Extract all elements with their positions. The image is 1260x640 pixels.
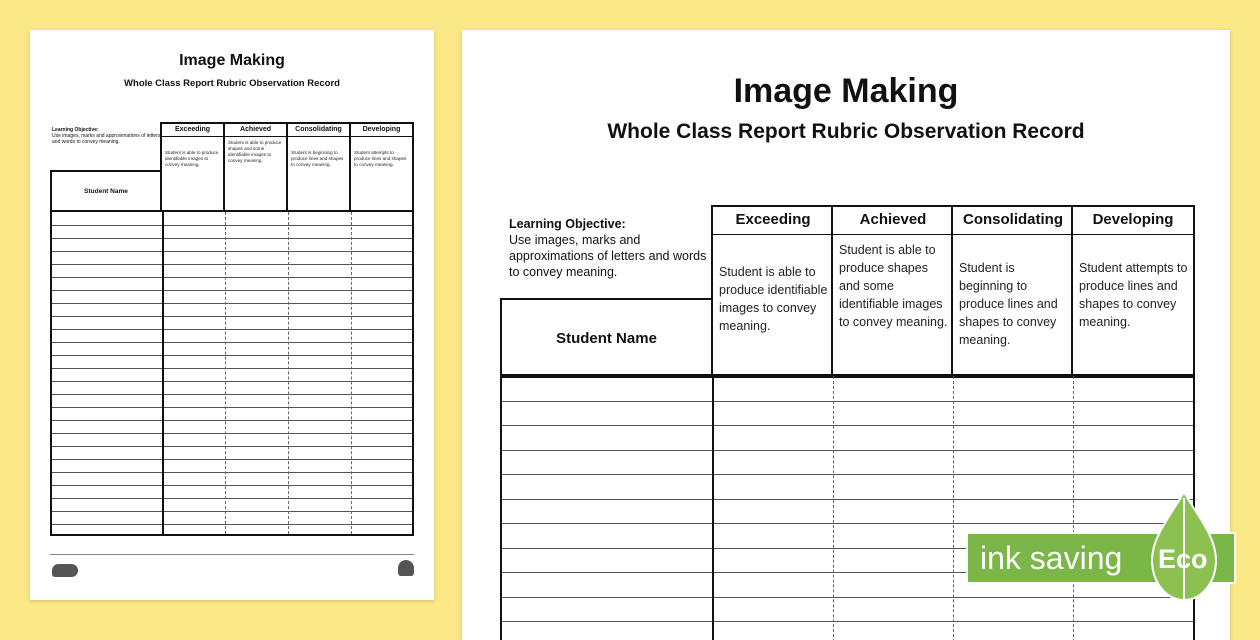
grid-column-line	[351, 212, 352, 534]
thumb-column-consolidating	[286, 122, 351, 212]
column-label: Achieved	[833, 207, 953, 235]
grid-row-line	[502, 474, 1193, 475]
grid-row-line	[52, 511, 412, 512]
thumb-subtitle: Whole Class Report Rubric Observation Record	[124, 78, 340, 89]
thumb-column-desc: Student is able to produce shapes and some identifiable images to convey meaning.	[228, 140, 282, 163]
column-label: Exceeding	[713, 207, 833, 235]
grid-row-line	[52, 446, 412, 447]
grid-row-line	[52, 472, 412, 473]
grid-row-line	[52, 329, 412, 330]
eco-badge	[966, 488, 1246, 608]
column-label: Developing	[1073, 207, 1193, 235]
grid-row-line	[52, 498, 412, 499]
objective-text: Use images, marks and approximations of letters and words to convey meaning.	[509, 233, 707, 279]
thumb-student-name-header: Student Name	[50, 170, 162, 212]
grid-row-line	[52, 264, 412, 265]
grid-row-line	[502, 401, 1193, 402]
page-subtitle: Whole Class Report Rubric Observation Record	[607, 120, 1085, 143]
thumb-objective-heading: Learning Objective:	[52, 127, 99, 133]
thumbnail-page[interactable]	[30, 30, 434, 600]
column-achieved	[831, 205, 955, 378]
thumb-title: Image Making	[179, 52, 285, 69]
grid-column-line	[833, 376, 834, 640]
column-desc: Student is able to produce shapes and some identifiable images to convey meaning.	[839, 243, 948, 329]
thumb-column-developing	[349, 122, 414, 212]
grid-row-line	[52, 355, 412, 356]
thumb-footer-rule	[50, 554, 414, 555]
student-name-header: Student Name	[500, 298, 713, 378]
grid-row-line	[52, 433, 412, 434]
thumb-column-label: Consolidating	[288, 124, 349, 137]
grid-row-line	[52, 485, 412, 486]
thumb-column-label: Exceeding	[162, 124, 223, 137]
grid-row-line	[52, 368, 412, 369]
grid-row-line	[52, 251, 412, 252]
grid-column-line	[225, 212, 226, 534]
grid-row-line	[52, 225, 412, 226]
page-title: Image Making	[733, 72, 959, 110]
objective-heading: Learning Objective:	[509, 217, 626, 231]
grid-row-line	[52, 290, 412, 291]
grid-row-line	[52, 420, 412, 421]
grid-row-line	[52, 459, 412, 460]
thumb-record-grid	[50, 210, 414, 536]
grid-column-line	[162, 212, 164, 534]
column-desc: Student is beginning to produce lines and shapes to convey meaning.	[959, 261, 1058, 347]
column-label: Consolidating	[953, 207, 1073, 235]
thumb-column-exceeding	[160, 122, 225, 212]
column-desc: Student attempts to produce lines and shapes to convey meaning.	[1079, 261, 1188, 329]
grid-row-line	[502, 450, 1193, 451]
grid-row-line	[502, 621, 1193, 622]
grid-column-line	[712, 376, 714, 640]
ink-saving-text: ink saving	[980, 540, 1123, 576]
grid-row-line	[52, 407, 412, 408]
eco-label: Eco	[1158, 544, 1208, 574]
column-consolidating	[951, 205, 1075, 378]
column-exceeding	[711, 205, 835, 378]
grid-row-line	[52, 303, 412, 304]
thumb-column-achieved	[223, 122, 288, 212]
thumb-column-desc: Student attempts to produce lines and shapes to convey meaning.	[354, 150, 407, 167]
grid-row-line	[502, 425, 1193, 426]
grid-row-line	[52, 524, 412, 525]
thumb-column-desc: Student is able to produce identifiable images to convey meaning.	[165, 150, 219, 167]
grid-row-line	[52, 394, 412, 395]
thumb-column-desc: Student is beginning to produce lines and shapes to convey meaning.	[291, 150, 344, 167]
grid-row-line	[52, 316, 412, 317]
grid-column-line	[288, 212, 289, 534]
thumb-objective	[52, 127, 164, 145]
grid-column-line	[953, 376, 954, 640]
thumb-column-label: Achieved	[225, 124, 286, 137]
column-developing	[1071, 205, 1195, 378]
logo-icon	[52, 564, 78, 577]
thumb-column-label: Developing	[351, 124, 412, 137]
grid-row-line	[52, 342, 412, 343]
column-desc: Student is able to produce identifiable images to convey meaning.	[719, 265, 828, 333]
learning-objective	[509, 216, 709, 280]
thumb-objective-text: Use images, marks and approximations of letters and words to convey meaning.	[52, 133, 161, 145]
grid-row-line	[52, 277, 412, 278]
grid-row-line	[52, 381, 412, 382]
grid-row-line	[52, 238, 412, 239]
crest-icon	[398, 560, 414, 576]
